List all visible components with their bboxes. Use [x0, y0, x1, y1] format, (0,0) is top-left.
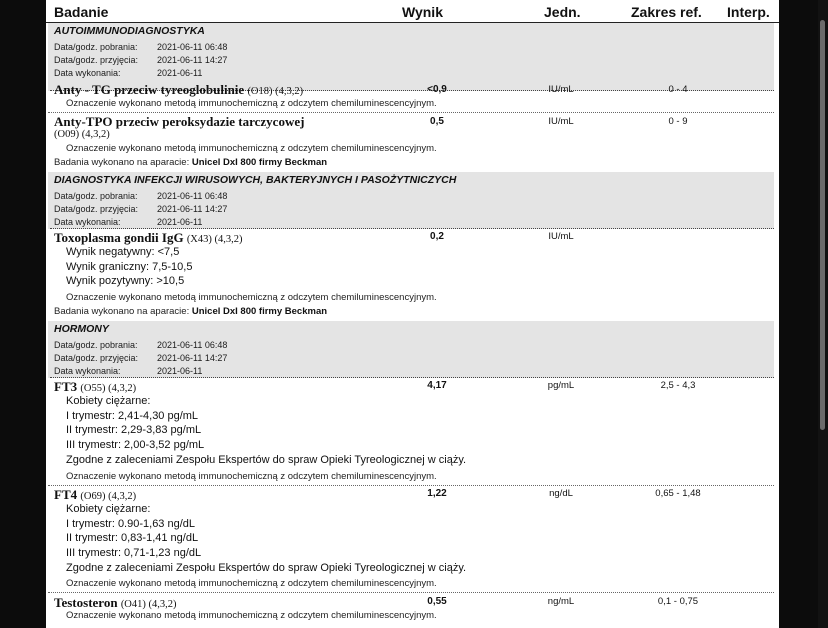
collection-label: Data/godz. pobrania: [54, 42, 138, 52]
range-anty-tg: 0 - 4 [668, 84, 688, 95]
note-line: Wynik negatywny: <7,5 [66, 246, 180, 258]
receipt-row [54, 204, 228, 214]
performed-row [54, 217, 203, 227]
performed-label: Data wykonania: [54, 217, 121, 227]
table-header [46, 0, 779, 23]
note-line: Zgodne z zaleceniami Zespołu Ekspertów do spraw Opieki Tyreologicznej w ciąży. [66, 562, 467, 574]
method-anty-tg: Oznaczenie wykonano metodą immunochemiczną z odczytem chemiluminescencyjnym. [66, 98, 437, 109]
test-name-toxoplasma [54, 230, 243, 246]
receipt-value: 2021-06-11 14:27 [157, 353, 228, 363]
scrollbar-thumb[interactable] [820, 20, 825, 430]
col-result-header: Wynik [402, 4, 443, 20]
section-divider [50, 377, 774, 378]
result-ft4: 1,22 [427, 488, 447, 499]
test-name-text: Anty - TG przeciw tyreoglobulinie [54, 82, 245, 97]
test-code: (O55) (4,3,2) [80, 383, 137, 394]
col-unit-header: Jedn. [544, 4, 581, 20]
receipt-label: Data/godz. przyjęcia: [54, 55, 139, 65]
test-code: (O69) (4,3,2) [80, 491, 137, 502]
result-anty-tpo: 0,5 [430, 116, 444, 127]
device-prefix: Badania wykonano na aparacie: [54, 306, 190, 317]
result-toxoplasma: 0,2 [430, 231, 444, 242]
collection-label: Data/godz. pobrania: [54, 191, 138, 201]
device-name: Unicel DxI 800 firmy Beckman [191, 306, 328, 317]
device-note [54, 306, 327, 317]
col-interp-header: Interp. [727, 4, 770, 20]
performed-label: Data wykonania: [54, 68, 121, 78]
note-line: Kobiety ciężarne: [66, 503, 151, 515]
collection-row [54, 191, 228, 201]
section-infections [48, 172, 774, 229]
test-name-text: FT4 [54, 487, 78, 502]
receipt-label: Data/godz. przyjęcia: [54, 353, 139, 363]
test-name-anty-tg [54, 82, 303, 98]
test-name-text: Testosteron [54, 595, 118, 610]
unit-ft4: ng/dL [549, 488, 573, 499]
performed-value: 2021-06-11 [157, 217, 203, 227]
vertical-scrollbar[interactable] [818, 0, 828, 628]
collection-row [54, 340, 228, 350]
test-code-anty-tpo: (O09) (4,3,2) [54, 129, 110, 140]
device-prefix: Badania wykonano na aparacie: [54, 157, 190, 168]
test-name-text: FT3 [54, 379, 78, 394]
note-line: II trymestr: 2,29-3,83 pg/mL [66, 424, 202, 436]
section-title: AUTOIMMUNODIAGNOSTYKA [54, 25, 205, 37]
receipt-label: Data/godz. przyjęcia: [54, 204, 139, 214]
test-name-testosteron [54, 595, 177, 611]
result-anty-tg: <0,9 [427, 84, 447, 95]
method-anty-tpo: Oznaczenie wykonano metodą immunochemiczną z odczytem chemiluminescencyjnym. [66, 143, 437, 154]
note-line: Zgodne z zaleceniami Zespołu Ekspertów do spraw Opieki Tyreologicznej w ciąży. [66, 454, 467, 466]
collection-label: Data/godz. pobrania: [54, 340, 138, 350]
test-name-ft3 [54, 379, 136, 395]
receipt-row [54, 353, 228, 363]
method-ft3: Oznaczenie wykonano metodą immunochemiczną z odczytem chemiluminescencyjnym. [66, 471, 437, 482]
note-line: I trymestr: 0.90-1,63 ng/dL [66, 518, 196, 530]
lab-report-page [46, 0, 779, 628]
collection-row [54, 42, 228, 52]
note-line: II trymestr: 0,83-1,41 ng/dL [66, 532, 199, 544]
unit-testosteron: ng/mL [547, 596, 575, 607]
range-anty-tpo: 0 - 9 [668, 116, 688, 127]
collection-value: 2021-06-11 06:48 [157, 340, 228, 350]
device-note [54, 157, 327, 168]
method-toxoplasma: Oznaczenie wykonano metodą immunochemiczną z odczytem chemiluminescencyjnym. [66, 292, 437, 303]
receipt-value: 2021-06-11 14:27 [157, 55, 228, 65]
unit-anty-tpo: IU/mL [548, 116, 574, 127]
collection-value: 2021-06-11 06:48 [157, 42, 228, 52]
receipt-row [54, 55, 228, 65]
method-ft4: Oznaczenie wykonano metodą immunochemiczną z odczytem chemiluminescencyjnym. [66, 578, 437, 589]
collection-value: 2021-06-11 06:48 [157, 191, 228, 201]
range-ft3: 2,5 - 4,3 [660, 380, 696, 391]
test-code: (O18) (4,3,2) [247, 86, 304, 97]
row-divider [48, 112, 774, 113]
test-name-text: Toxoplasma gondii IgG [54, 230, 184, 245]
section-title: HORMONY [54, 323, 109, 335]
section-title: DIAGNOSTYKA INFEKCJI WIRUSOWYCH, BAKTERYJNYCH I PASOŻYTNICZYCH [54, 174, 457, 186]
col-range-header: Zakres ref. [631, 4, 702, 20]
test-code: (X43) (4,3,2) [186, 234, 243, 245]
note-line: III trymestr: 0,71-1,23 ng/dL [66, 547, 202, 559]
performed-value: 2021-06-11 [157, 366, 203, 376]
result-testosteron: 0,55 [427, 596, 447, 607]
unit-toxoplasma: IU/mL [548, 231, 574, 242]
unit-anty-tg: IU/mL [548, 84, 574, 95]
note-line: Wynik pozytywny: >10,5 [66, 275, 185, 287]
range-ft4: 0,65 - 1,48 [655, 488, 701, 499]
range-testosteron: 0,1 - 0,75 [657, 596, 699, 607]
note-line: I trymestr: 2,41-4,30 pg/mL [66, 410, 199, 422]
performed-row [54, 68, 203, 78]
test-code: (O41) (4,3,2) [120, 599, 177, 610]
method-testosteron: Oznaczenie wykonano metodą immunochemiczną z odczytem chemiluminescencyjnym. [66, 610, 437, 621]
col-test-header: Badanie [54, 4, 109, 20]
section-divider [50, 228, 774, 229]
note-line: Wynik graniczny: 7,5-10,5 [66, 261, 193, 273]
note-line: Kobiety ciężarne: [66, 395, 151, 407]
section-autoimmuno [48, 23, 774, 91]
row-divider [48, 485, 774, 486]
section-hormones [48, 321, 774, 378]
test-name-anty-tpo: Anty-TPO przeciw peroksydazie tarczycowej [54, 114, 305, 129]
unit-ft3: pg/mL [547, 380, 575, 391]
performed-value: 2021-06-11 [157, 68, 203, 78]
performed-row [54, 366, 203, 376]
row-divider [48, 592, 774, 593]
result-ft3: 4,17 [427, 380, 447, 391]
test-name-ft4 [54, 487, 136, 503]
device-name: Unicel DxI 800 firmy Beckman [191, 157, 328, 168]
note-line: III trymestr: 2,00-3,52 pg/mL [66, 439, 205, 451]
receipt-value: 2021-06-11 14:27 [157, 204, 228, 214]
performed-label: Data wykonania: [54, 366, 121, 376]
